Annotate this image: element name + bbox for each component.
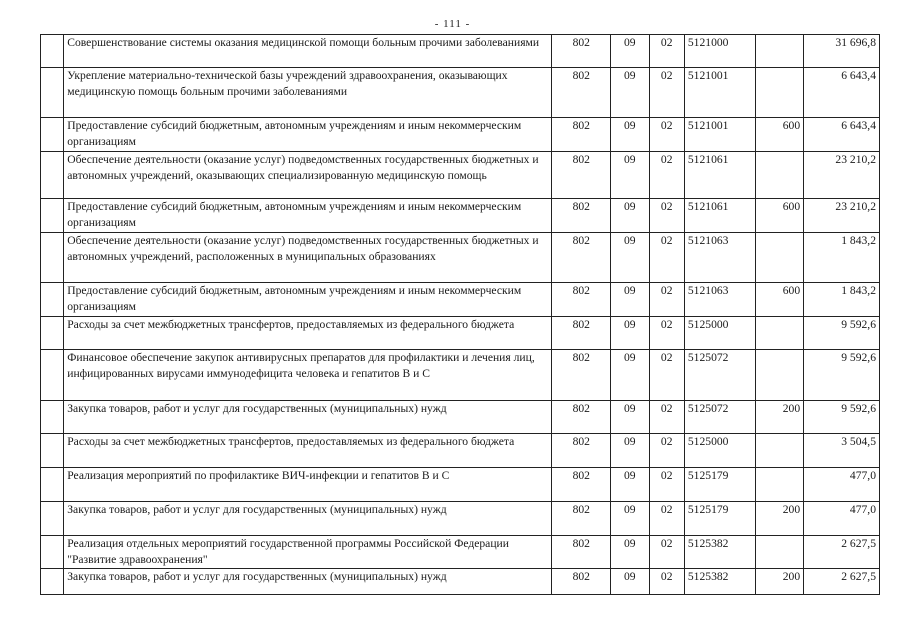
table-row xyxy=(41,536,880,569)
row-section-cell: 09 xyxy=(611,233,649,283)
row-section-cell: 09 xyxy=(611,536,649,569)
table-row xyxy=(41,199,880,233)
row-expense-type-cell: 600 xyxy=(755,283,804,317)
row-target-article-cell: 5125382 xyxy=(684,536,755,569)
table-row xyxy=(41,569,880,595)
row-section-cell: 09 xyxy=(611,283,649,317)
row-sum-cell: 2 627,5 xyxy=(804,569,880,595)
row-section-cell: 09 xyxy=(611,199,649,233)
row-target-article-cell: 5125179 xyxy=(684,502,755,536)
table-row xyxy=(41,350,880,401)
row-sum-cell: 23 210,2 xyxy=(804,152,880,199)
table-row xyxy=(41,468,880,502)
row-ved-cell: 802 xyxy=(552,35,611,68)
row-section-cell: 09 xyxy=(611,152,649,199)
row-target-article-cell: 5125072 xyxy=(684,350,755,401)
budget-table xyxy=(40,34,880,595)
row-ved-cell: 802 xyxy=(552,434,611,468)
row-ved-cell: 802 xyxy=(552,536,611,569)
row-section-cell: 09 xyxy=(611,35,649,68)
row-blank-cell xyxy=(41,350,64,401)
table-row xyxy=(41,118,880,152)
row-sum-cell: 2 627,5 xyxy=(804,536,880,569)
row-subsection-cell: 02 xyxy=(649,35,684,68)
row-blank-cell xyxy=(41,468,64,502)
row-name-cell: Реализация мероприятий по профилактике ВИЧ-инфекции и гепатитов В и С xyxy=(64,468,552,502)
row-section-cell: 09 xyxy=(611,317,649,350)
table-row xyxy=(41,152,880,199)
row-sum-cell: 9 592,6 xyxy=(804,401,880,434)
row-target-article-cell: 5121063 xyxy=(684,233,755,283)
row-name-cell: Предоставление субсидий бюджетным, автономным учреждениям и иным некоммерческим организациям xyxy=(64,199,552,233)
row-ved-cell: 802 xyxy=(552,401,611,434)
row-target-article-cell: 5121063 xyxy=(684,283,755,317)
row-expense-type-cell: 200 xyxy=(755,401,804,434)
row-sum-cell: 9 592,6 xyxy=(804,317,880,350)
row-sum-cell: 6 643,4 xyxy=(804,68,880,118)
row-name-cell: Укрепление материально-технической базы учреждений здравоохранения, оказывающих медицинскую помощь больным прочими заболеваниями xyxy=(64,68,552,118)
row-ved-cell: 802 xyxy=(552,118,611,152)
row-target-article-cell: 5125000 xyxy=(684,434,755,468)
row-section-cell: 09 xyxy=(611,68,649,118)
row-expense-type-cell xyxy=(755,536,804,569)
row-sum-cell: 477,0 xyxy=(804,502,880,536)
row-sum-cell: 23 210,2 xyxy=(804,199,880,233)
row-section-cell: 09 xyxy=(611,118,649,152)
row-sum-cell: 9 592,6 xyxy=(804,350,880,401)
row-section-cell: 09 xyxy=(611,502,649,536)
row-blank-cell xyxy=(41,502,64,536)
row-expense-type-cell xyxy=(755,434,804,468)
row-blank-cell xyxy=(41,401,64,434)
row-subsection-cell: 02 xyxy=(649,317,684,350)
row-section-cell: 09 xyxy=(611,468,649,502)
row-target-article-cell: 5121000 xyxy=(684,35,755,68)
row-blank-cell xyxy=(41,152,64,199)
row-blank-cell xyxy=(41,536,64,569)
row-ved-cell: 802 xyxy=(552,283,611,317)
row-blank-cell xyxy=(41,434,64,468)
row-name-cell: Реализация отдельных мероприятий государственной программы Российской Федерации "Развитие здравоохранения" xyxy=(64,536,552,569)
table-row xyxy=(41,434,880,468)
row-target-article-cell: 5121001 xyxy=(684,118,755,152)
row-ved-cell: 802 xyxy=(552,68,611,118)
row-blank-cell xyxy=(41,199,64,233)
row-blank-cell xyxy=(41,233,64,283)
row-expense-type-cell xyxy=(755,350,804,401)
row-sum-cell: 31 696,8 xyxy=(804,35,880,68)
row-sum-cell: 1 843,2 xyxy=(804,233,880,283)
table-row xyxy=(41,401,880,434)
row-ved-cell: 802 xyxy=(552,317,611,350)
table-row xyxy=(41,233,880,283)
row-ved-cell: 802 xyxy=(552,569,611,595)
row-subsection-cell: 02 xyxy=(649,536,684,569)
row-subsection-cell: 02 xyxy=(649,233,684,283)
row-target-article-cell: 5121061 xyxy=(684,199,755,233)
row-blank-cell xyxy=(41,283,64,317)
row-sum-cell: 3 504,5 xyxy=(804,434,880,468)
row-target-article-cell: 5121061 xyxy=(684,152,755,199)
row-blank-cell xyxy=(41,68,64,118)
row-ved-cell: 802 xyxy=(552,152,611,199)
row-name-cell: Финансовое обеспечение закупок антивирусных препаратов для профилактики и лечения лиц, инфицированных вирусами иммунодефицита человека и гепатитов В и С xyxy=(64,350,552,401)
row-name-cell: Закупка товаров, работ и услуг для государственных (муниципальных) нужд xyxy=(64,401,552,434)
row-name-cell: Расходы за счет межбюджетных трансфертов, предоставляемых из федерального бюджета xyxy=(64,434,552,468)
row-subsection-cell: 02 xyxy=(649,569,684,595)
table-row xyxy=(41,283,880,317)
row-section-cell: 09 xyxy=(611,569,649,595)
row-expense-type-cell xyxy=(755,35,804,68)
row-expense-type-cell xyxy=(755,233,804,283)
row-section-cell: 09 xyxy=(611,401,649,434)
row-section-cell: 09 xyxy=(611,434,649,468)
row-subsection-cell: 02 xyxy=(649,68,684,118)
row-blank-cell xyxy=(41,569,64,595)
table-row xyxy=(41,68,880,118)
row-target-article-cell: 5125000 xyxy=(684,317,755,350)
row-name-cell: Расходы за счет межбюджетных трансфертов, предоставляемых из федерального бюджета xyxy=(64,317,552,350)
row-sum-cell: 1 843,2 xyxy=(804,283,880,317)
row-subsection-cell: 02 xyxy=(649,502,684,536)
row-sum-cell: 477,0 xyxy=(804,468,880,502)
row-subsection-cell: 02 xyxy=(649,468,684,502)
row-name-cell: Совершенствование системы оказания медицинской помощи больным прочими заболеваниями xyxy=(64,35,552,68)
row-expense-type-cell xyxy=(755,152,804,199)
row-subsection-cell: 02 xyxy=(649,199,684,233)
row-target-article-cell: 5121001 xyxy=(684,68,755,118)
row-expense-type-cell: 200 xyxy=(755,502,804,536)
budget-table-body xyxy=(41,35,880,595)
row-name-cell: Предоставление субсидий бюджетным, автономным учреждениям и иным некоммерческим организациям xyxy=(64,118,552,152)
row-subsection-cell: 02 xyxy=(649,152,684,199)
row-name-cell: Предоставление субсидий бюджетным, автономным учреждениям и иным некоммерческим организациям xyxy=(64,283,552,317)
row-expense-type-cell xyxy=(755,317,804,350)
row-blank-cell xyxy=(41,317,64,350)
row-section-cell: 09 xyxy=(611,350,649,401)
row-expense-type-cell: 600 xyxy=(755,199,804,233)
page-number: - 111 - xyxy=(434,18,471,30)
row-ved-cell: 802 xyxy=(552,350,611,401)
row-ved-cell: 802 xyxy=(552,468,611,502)
row-blank-cell xyxy=(41,35,64,68)
row-subsection-cell: 02 xyxy=(649,401,684,434)
row-expense-type-cell xyxy=(755,468,804,502)
row-subsection-cell: 02 xyxy=(649,283,684,317)
table-row xyxy=(41,317,880,350)
row-target-article-cell: 5125179 xyxy=(684,468,755,502)
row-blank-cell xyxy=(41,118,64,152)
row-name-cell: Обеспечение деятельности (оказание услуг) подведомственных государственных бюджетных и автономных учреждений, оказывающих специализированную медицинскую помощь xyxy=(64,152,552,199)
row-target-article-cell: 5125072 xyxy=(684,401,755,434)
row-sum-cell: 6 643,4 xyxy=(804,118,880,152)
row-expense-type-cell xyxy=(755,68,804,118)
row-subsection-cell: 02 xyxy=(649,118,684,152)
row-name-cell: Обеспечение деятельности (оказание услуг) подведомственных государственных бюджетных и автономных учреждений, расположенных в муниципальных образованиях xyxy=(64,233,552,283)
row-subsection-cell: 02 xyxy=(649,350,684,401)
row-name-cell: Закупка товаров, работ и услуг для государственных (муниципальных) нужд xyxy=(64,569,552,595)
row-target-article-cell: 5125382 xyxy=(684,569,755,595)
row-ved-cell: 802 xyxy=(552,233,611,283)
table-row xyxy=(41,35,880,68)
row-expense-type-cell: 600 xyxy=(755,118,804,152)
row-subsection-cell: 02 xyxy=(649,434,684,468)
table-row xyxy=(41,502,880,536)
row-expense-type-cell: 200 xyxy=(755,569,804,595)
row-ved-cell: 802 xyxy=(552,502,611,536)
row-ved-cell: 802 xyxy=(552,199,611,233)
row-name-cell: Закупка товаров, работ и услуг для государственных (муниципальных) нужд xyxy=(64,502,552,536)
